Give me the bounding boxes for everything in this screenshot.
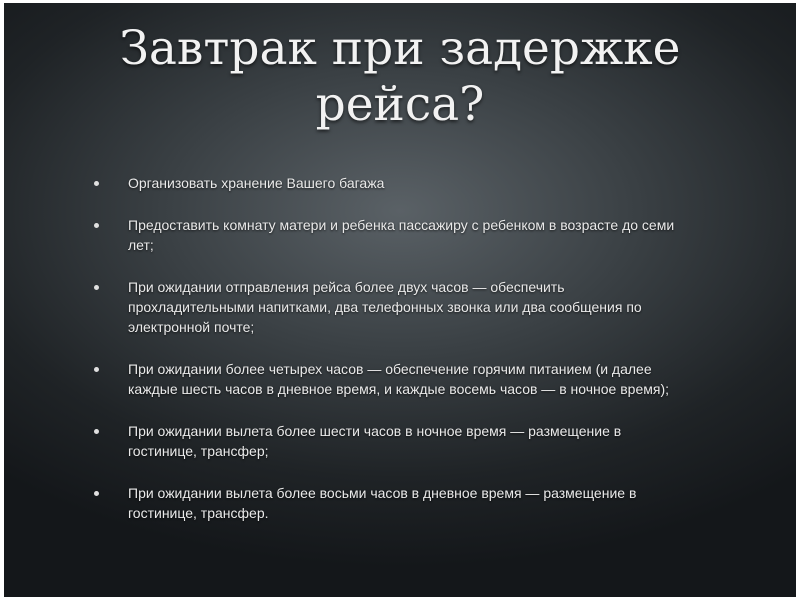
slide-title-line-1: Завтрак при задержке <box>119 21 681 76</box>
bullet-item-two-hours <box>94 277 744 337</box>
bullet-dot-icon <box>94 491 99 496</box>
bullet-text-line: электронной почте; <box>128 319 255 335</box>
slide-title-line-2: рейса? <box>315 77 485 132</box>
bullet-text-line: лет; <box>128 237 154 253</box>
bullet-dot-icon <box>94 367 99 372</box>
bullet-dot-icon <box>94 223 99 228</box>
bullet-dot-icon <box>94 181 99 186</box>
bullet-item-four-hours <box>94 359 744 399</box>
bullet-text-line: При ожидании вылета более шести часов в ночное время — размещение в <box>128 423 622 439</box>
slide-title <box>4 21 796 133</box>
bullet-text-line: каждые шесть часов в дневное время, и каждые восемь часов — в ночное время); <box>128 381 669 397</box>
bullet-text-line: При ожидании отправления рейса более двух часов — обеспечить <box>128 279 565 295</box>
bullet-text-line: гостинице, трансфер; <box>128 443 269 459</box>
bullet-item-eight-hours-day <box>94 483 744 523</box>
bullet-text-line: прохладительными напитками, два телефонных звонка или два сообщения по <box>128 299 642 315</box>
bullet-text-line: Предоставить комнату матери и ребенка пассажиру с ребенком в возрасте до семи <box>128 217 675 233</box>
slide <box>4 3 796 597</box>
bullet-item-mother-child-room <box>94 215 744 255</box>
bullet-text-line: При ожидании вылета более восьми часов в дневное время — размещение в <box>128 485 637 501</box>
bullet-dot-icon <box>94 429 99 434</box>
bullet-text-line: При ожидании более четырех часов — обеспечение горячим питанием (и далее <box>128 361 652 377</box>
bullet-text-line: гостинице, трансфер. <box>128 505 269 521</box>
bullet-text-line: Организовать хранение Вашего багажа <box>128 175 385 191</box>
bullet-dot-icon <box>94 285 99 290</box>
bullet-item-luggage <box>94 173 744 193</box>
bullet-list <box>94 173 744 545</box>
bullet-item-six-hours-night <box>94 421 744 461</box>
